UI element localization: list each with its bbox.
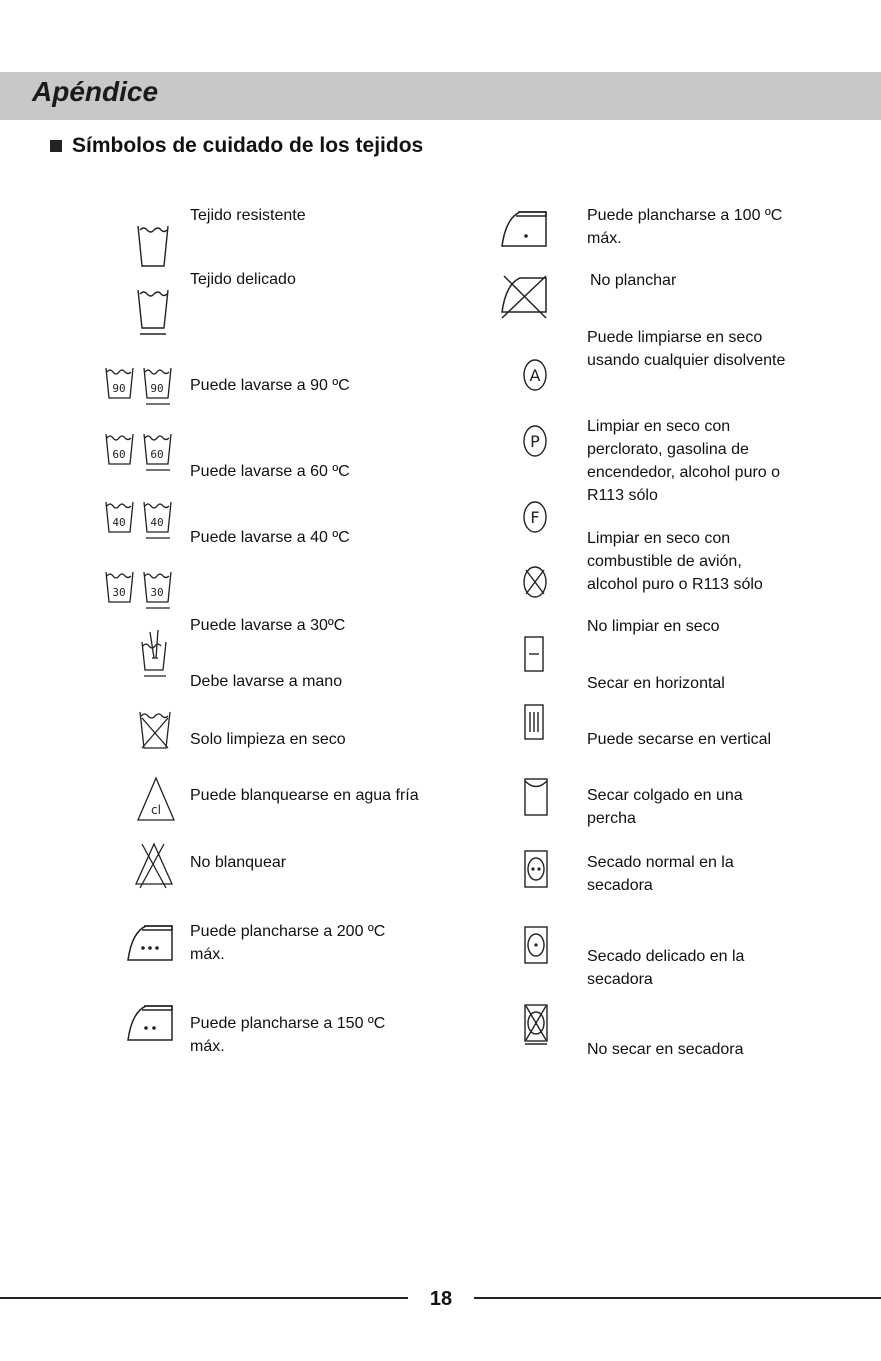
section-title: Símbolos de cuidado de los tejidos: [72, 134, 424, 157]
footer-rule-left: [0, 1297, 408, 1299]
iron-three-dots-icon: [126, 920, 174, 964]
label-wash-60: Puede lavarse a 60 ºC: [190, 463, 350, 480]
wash-30-icon: [104, 568, 176, 612]
label-tumble-dry-low: Secado delicado en la secadora: [587, 948, 745, 988]
do-not-wash-icon: [138, 708, 172, 752]
square-bullet-icon: [50, 140, 62, 152]
no-bleach-icon: [134, 838, 174, 890]
footer-rule-right: [474, 1297, 881, 1299]
label-no-iron: No planchar: [590, 272, 677, 289]
label-iron-100: Puede plancharse a 100 ºC máx.: [587, 207, 783, 247]
label-dry-clean-only: Solo limpieza en seco: [190, 731, 346, 748]
wash-90-icon: [104, 364, 176, 408]
label-tejido-delicado: Tejido delicado: [190, 271, 296, 288]
hand-wash-icon: [140, 628, 170, 680]
dry-clean-f-icon: [522, 500, 548, 534]
appendix-header: [0, 72, 881, 120]
drip-dry-icon: [524, 704, 544, 740]
wash-40-icon: [104, 498, 176, 542]
label-iron-200: Puede plancharse a 200 ºC máx.: [190, 923, 386, 963]
label-tejido-resistente: Tejido resistente: [190, 207, 306, 224]
no-tumble-dry-icon: [524, 1004, 548, 1046]
svg-text:90: 90: [150, 382, 164, 395]
label-dry-clean-perchlorate: Limpiar en seco con perclorato, gasolina de encendedor, alcohol puro o R113 sólo: [587, 418, 781, 504]
svg-text:40: 40: [112, 516, 126, 529]
svg-text:40: 40: [150, 516, 164, 529]
dry-clean-a-icon: [522, 358, 548, 392]
line-dry-icon: [524, 778, 548, 816]
label-wash-40: Puede lavarse a 40 ºC: [190, 529, 350, 546]
label-no-tumble-dry: No secar en secadora: [587, 1041, 744, 1058]
dry-flat-icon: [524, 636, 544, 672]
label-no-bleach: No blanquear: [190, 854, 287, 871]
label-dry-clean-any: Puede limpiarse en seco usando cualquier disolvente: [587, 329, 786, 369]
svg-text:F: F: [530, 508, 540, 527]
svg-text:A: A: [529, 366, 541, 385]
label-line-dry: Secar colgado en una percha: [587, 787, 743, 827]
iron-one-dot-icon: [500, 206, 548, 250]
no-dry-clean-icon: [522, 564, 548, 600]
svg-text:30: 30: [112, 586, 126, 599]
page-title: Apéndice: [32, 76, 159, 107]
dry-clean-p-icon: [522, 424, 548, 458]
label-tumble-dry-normal: Secado normal en la secadora: [587, 854, 734, 894]
svg-text:30: 30: [150, 586, 164, 599]
label-bleach-cold: Puede blanquearse en agua fría: [190, 787, 419, 804]
svg-text:60: 60: [112, 448, 126, 461]
wash-tub-icon: [136, 222, 170, 268]
label-wash-30: Puede lavarse a 30ºC: [190, 617, 346, 634]
label-drip-dry: Puede secarse en vertical: [587, 731, 772, 748]
bleach-cold-icon: [136, 776, 176, 822]
svg-text:cl: cl: [151, 803, 161, 817]
wash-60-icon: [104, 430, 176, 474]
iron-two-dots-icon: [126, 1000, 174, 1044]
label-dry-flat: Secar en horizontal: [587, 675, 725, 692]
label-no-dry-clean: No limpiar en seco: [587, 618, 720, 635]
section-heading: [50, 134, 423, 158]
svg-text:60: 60: [150, 448, 164, 461]
svg-text:P: P: [530, 432, 540, 451]
label-hand-wash: Debe lavarse a mano: [190, 673, 343, 690]
wash-tub-gentle-icon: [136, 286, 170, 338]
label-wash-90: Puede lavarse a 90 ºC: [190, 377, 350, 394]
label-iron-150: Puede plancharse a 150 ºC máx.: [190, 1015, 386, 1055]
page-number: 18: [429, 1288, 453, 1310]
svg-text:90: 90: [112, 382, 126, 395]
tumble-dry-low-icon: [524, 926, 548, 964]
no-iron-icon: [500, 272, 548, 320]
tumble-dry-normal-icon: [524, 850, 548, 888]
label-dry-clean-fuel: Limpiar en seco con combustible de avión, alcohol puro o R113 sólo: [587, 530, 763, 593]
